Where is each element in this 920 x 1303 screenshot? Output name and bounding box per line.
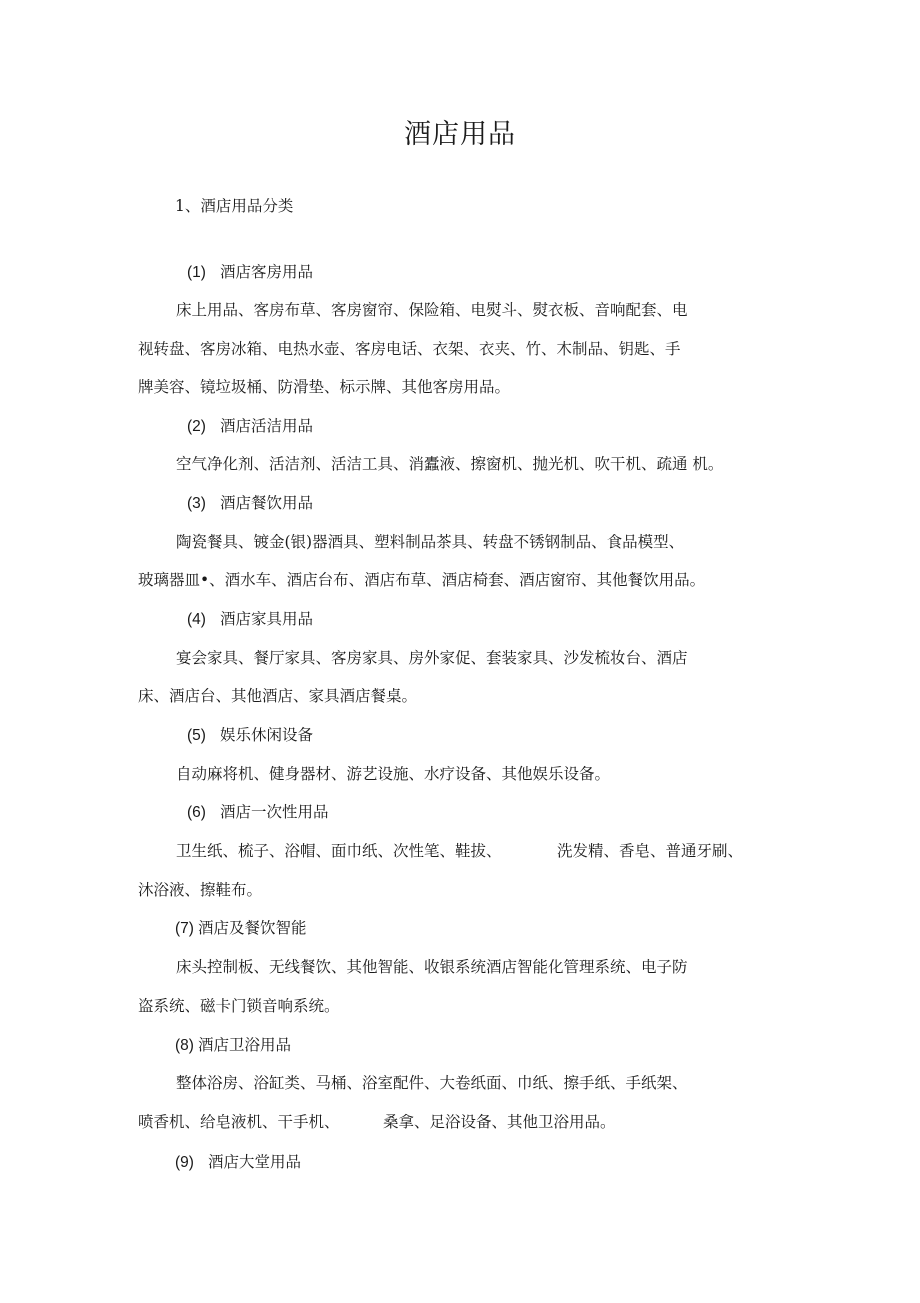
category-text-line: 洗发精、香皂、普通牙刷、 xyxy=(557,842,744,860)
category-name: 娱乐休闲设备 xyxy=(219,726,313,744)
section-heading: 1、酒店用品分类 xyxy=(175,197,294,215)
category-text-line: 整体浴房、浴缸类、马桶、浴室配件、大卷纸面、巾纸、擦手纸、手纸架、 xyxy=(176,1074,688,1092)
category-text-line: 自动麻将机、健身器材、游艺设施、水疗设备、其他娱乐设备。 xyxy=(176,765,611,783)
category-heading-8 xyxy=(175,1035,291,1056)
category-number: (2) xyxy=(187,418,206,435)
document-title: 酒店用品 xyxy=(404,119,516,150)
category-heading-6 xyxy=(187,802,328,823)
category-text-line: 床头控制板、无线餐饮、其他智能、收银系统酒店智能化管理系统、电子防 xyxy=(176,958,688,976)
category-name: 酒店大堂用品 xyxy=(207,1153,301,1171)
category-number: (5) xyxy=(187,727,206,744)
category-text-line: 盗系统、磁卡门锁音响系统。 xyxy=(138,997,340,1015)
category-name: 酒店家具用品 xyxy=(219,610,313,628)
category-name: 酒店活洁用品 xyxy=(219,417,313,435)
category-name: 酒店一次性用品 xyxy=(219,803,329,821)
category-number: (6) xyxy=(187,804,206,821)
category-heading-7 xyxy=(175,918,306,939)
category-text-line: 卫生纸、梳子、浴帽、面巾纸、次性笔、鞋拔、 xyxy=(176,842,502,860)
category-number: (8) xyxy=(175,1037,194,1054)
category-text-line: 空气净化剂、活洁剂、活洁工具、消蠹液、擦窗机、抛光机、吹干机、疏通 机。 xyxy=(176,455,724,473)
category-text-line: 视转盘、客房冰箱、电热水壶、客房电话、衣架、衣夹、竹、木制品、钥匙、手 xyxy=(138,340,681,358)
category-text-line: 床、酒店台、其他酒店、家具酒店餐桌。 xyxy=(138,687,418,705)
category-heading-5 xyxy=(187,725,313,746)
category-heading-4 xyxy=(187,609,313,630)
category-name: 酒店餐饮用品 xyxy=(219,494,313,512)
category-heading-3 xyxy=(187,493,313,514)
category-text-line: 桑拿、足浴设备、其他卫浴用品。 xyxy=(383,1113,616,1131)
category-number: (4) xyxy=(187,611,206,628)
category-number: (9) xyxy=(175,1154,194,1171)
category-text-line: 牌美容、镜垃圾桶、防滑垫、标示牌、其他客房用品。 xyxy=(138,378,511,396)
category-number: (3) xyxy=(187,495,206,512)
category-text-line: 陶瓷餐具、镀金(银)器酒具、塑料制品茶具、转盘不锈钢制品、食品模型、 xyxy=(176,533,685,551)
category-heading-2 xyxy=(187,416,313,437)
category-text-line: 喷香机、给皂液机、干手机、 xyxy=(138,1113,340,1131)
category-heading-1 xyxy=(187,262,313,283)
category-text-line: 床上用品、客房布草、客房窗帘、保险箱、电熨斗、熨衣板、音响配套、电 xyxy=(176,301,688,319)
category-name: 酒店卫浴用品 xyxy=(197,1036,291,1054)
category-number: (7) xyxy=(175,920,194,937)
category-text-line: 沐浴液、擦鞋布。 xyxy=(138,881,263,899)
category-number: (1) xyxy=(187,264,206,281)
category-text-line: 玻璃器皿•、酒水车、酒店台布、酒店布草、酒店椅套、酒店窗帘、其他餐饮用品。 xyxy=(138,571,706,589)
category-name: 酒店客房用品 xyxy=(219,263,313,281)
category-name: 酒店及餐饮智能 xyxy=(197,919,307,937)
category-text-line: 宴会家具、餐厅家具、客房家具、房外家促、套装家具、沙发梳妆台、酒店 xyxy=(176,649,688,667)
category-heading-9 xyxy=(175,1152,301,1173)
